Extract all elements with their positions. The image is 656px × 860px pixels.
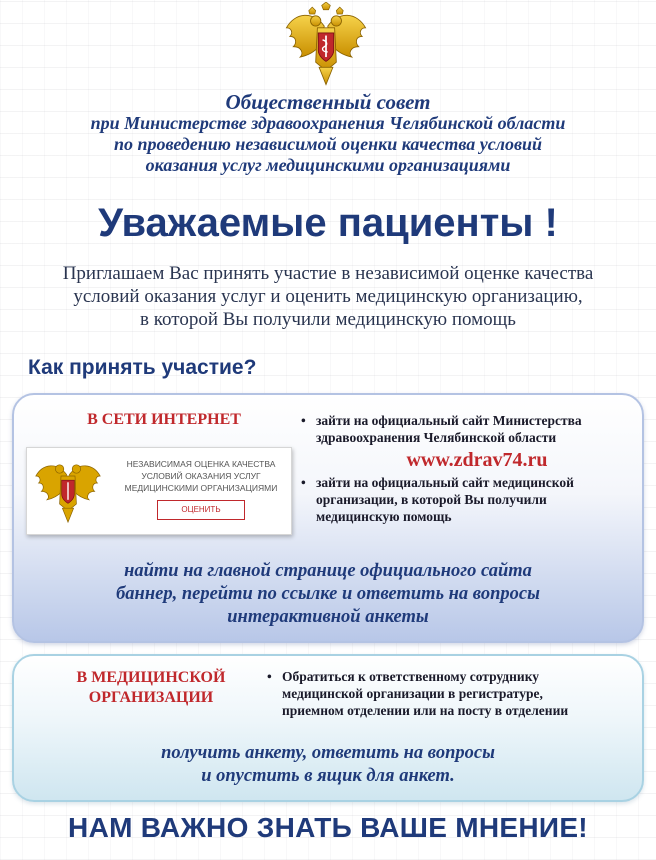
- council-line: по проведению независимой оценки качества условий: [113, 134, 543, 154]
- instruction-line: найти на главной странице официального сайта: [124, 561, 532, 581]
- online-label: В СЕТИ ИНТЕРНЕТ: [87, 411, 241, 428]
- instruction-line: получить анкету, ответить на вопросы: [161, 743, 495, 763]
- invitation-line: в которой Вы получили медицинскую помощь: [140, 309, 516, 330]
- rating-banner[interactable]: [26, 447, 292, 535]
- banner-line: УСЛОВИЙ ОКАЗАНИЯ УСЛУГ: [141, 471, 261, 481]
- step-line: медицинской организации в регистратуре,: [282, 686, 543, 701]
- council-header: [0, 92, 656, 176]
- invitation-line: Приглашаем Вас принять участие в независимой оценке качества: [62, 263, 594, 284]
- invitation-text: [0, 262, 656, 331]
- bullet-icon: •: [301, 413, 306, 428]
- participation-question: Как принять участие?: [28, 356, 257, 379]
- invitation-line: условий оказания услуг и оценить медицинскую организацию,: [73, 286, 583, 307]
- offline-label: [56, 668, 246, 708]
- eagle-emblem-icon: [33, 454, 103, 526]
- step-line: Обратиться к ответственному сотруднику: [282, 669, 540, 684]
- step-line: зайти на официальный сайт Министерства: [316, 413, 582, 428]
- council-line: оказания услуг медицинскими организациями: [145, 155, 511, 175]
- offline-label-line: В МЕДИЦИНСКОЙ: [76, 669, 226, 686]
- step-line: организации, в которой Вы получили: [316, 492, 547, 507]
- online-steps: [296, 412, 638, 525]
- council-line: при Министерстве здравоохранения Челябинской области: [90, 113, 566, 133]
- instruction-line: и опустить в ящик для анкет.: [201, 766, 455, 786]
- instruction-line: баннер, перейти по ссылке и ответить на вопросы: [116, 584, 540, 604]
- banner-line: МЕДИЦИНСКИМИ ОРГАНИЗАЦИЯМИ: [124, 483, 278, 493]
- banner-line: НЕЗАВИСИМАЯ ОЦЕНКА КАЧЕСТВА: [126, 459, 276, 469]
- online-instruction: [12, 560, 644, 629]
- banner-text: [113, 458, 289, 494]
- step-line: медицинскую помощь: [316, 509, 452, 524]
- closing-heading: НАМ ВАЖНО ЗНАТЬ ВАШЕ МНЕНИЕ!: [68, 812, 588, 843]
- greeting-heading: Уважаемые пациенты !: [98, 201, 558, 245]
- bullet-icon: •: [267, 669, 272, 684]
- list-item: [296, 474, 638, 525]
- step-line: зайти на официальный сайт медицинской: [316, 475, 574, 490]
- list-item: [296, 412, 638, 446]
- step-line: здравоохранения Челябинской области: [316, 430, 557, 445]
- council-title: Общественный совет: [225, 90, 431, 114]
- offline-instruction: [12, 742, 644, 788]
- offline-steps: [262, 668, 638, 719]
- offline-label-line: ОРГАНИЗАЦИИ: [88, 689, 214, 706]
- bullet-icon: •: [301, 475, 306, 490]
- rate-button[interactable]: ОЦЕНИТЬ: [157, 500, 245, 520]
- instruction-line: интерактивной анкеты: [227, 607, 429, 627]
- website-link[interactable]: www.zdrav74.ru: [406, 449, 548, 471]
- step-line: приемном отделении или на посту в отделении: [282, 703, 569, 718]
- list-item: [262, 668, 638, 719]
- eagle-emblem-icon: [283, 2, 369, 88]
